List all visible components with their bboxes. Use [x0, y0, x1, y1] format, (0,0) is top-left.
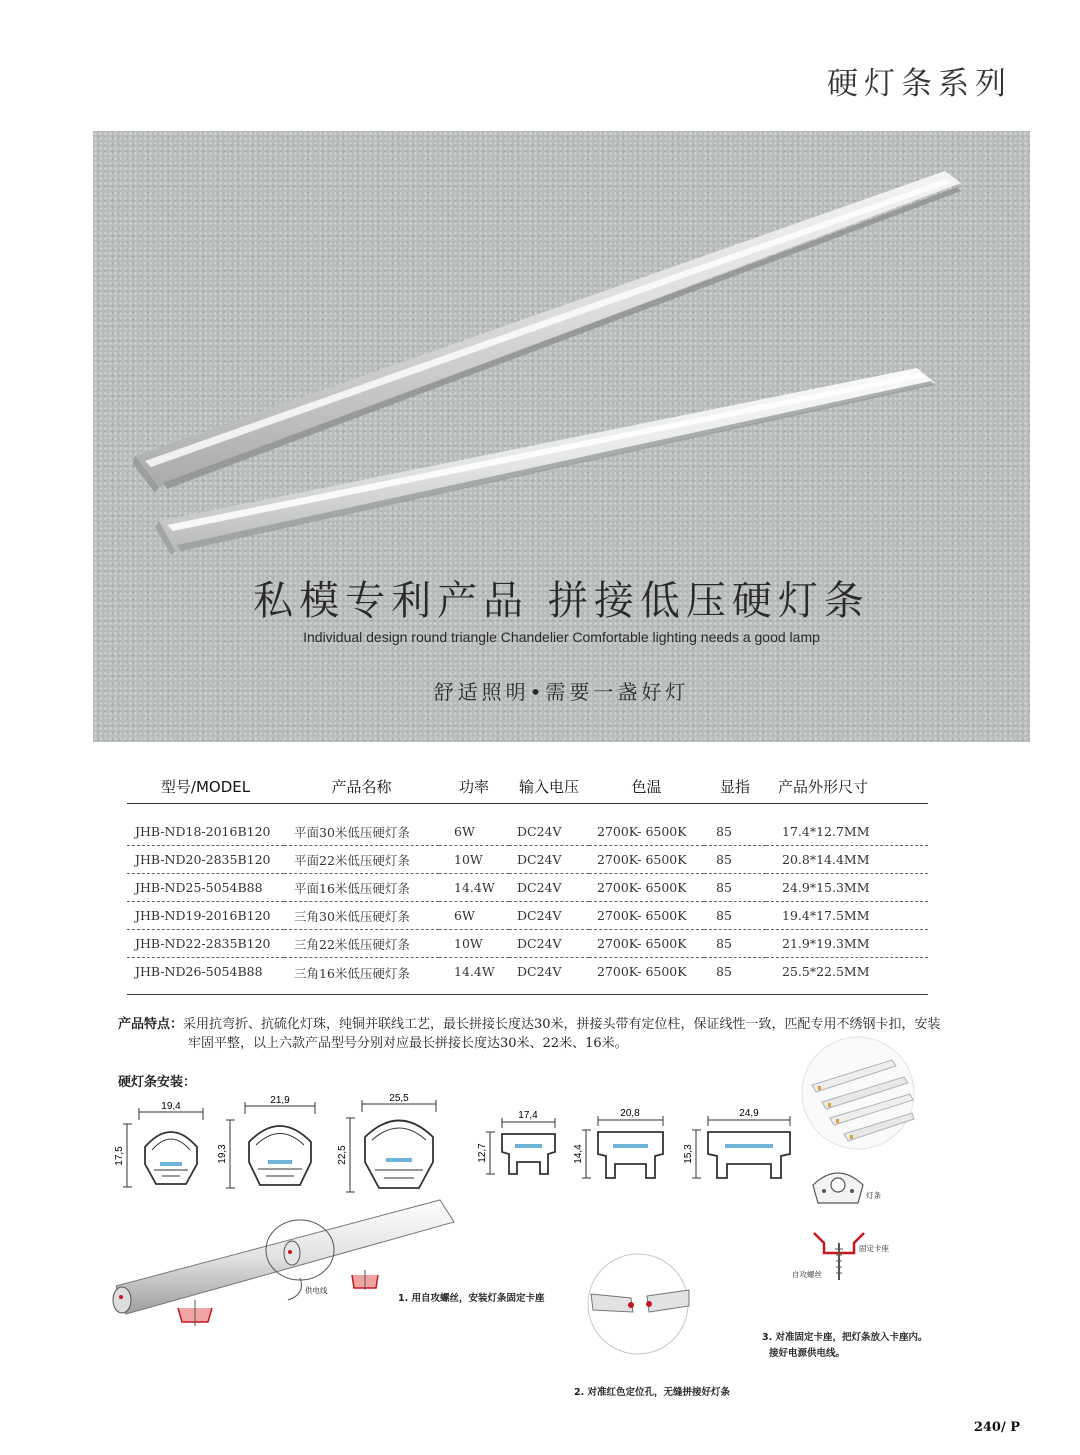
- table-cell: 2700K- 6500K: [589, 958, 704, 995]
- table-header-row: [127, 775, 928, 804]
- install-step-1: 1. 用自攻螺丝，安装灯条固定卡座: [398, 1293, 545, 1304]
- table-row: [127, 902, 928, 930]
- hero-subtitle-en: Individual design round triangle Chandelier Comfortable lighting needs a good lamp: [303, 629, 820, 645]
- features-label: 产品特点：: [118, 1017, 184, 1032]
- dim-height-1: 17,5: [114, 1146, 125, 1166]
- dim-width-1: 19,4: [161, 1101, 181, 1112]
- table-cell: 21.9*19.3MM: [766, 930, 928, 958]
- table-cell: 平面16米低压硬灯条: [284, 874, 439, 902]
- label-screw: 自攻螺丝: [792, 1270, 822, 1279]
- table-cell: 三角30米低压硬灯条: [284, 902, 439, 930]
- table-cell: 6W: [439, 818, 509, 846]
- table-cell: JHB-ND26-5054B88: [127, 958, 284, 995]
- table-cell: 24.9*15.3MM: [766, 874, 928, 902]
- spec-table: [127, 775, 928, 995]
- table-cell: 20.8*14.4MM: [766, 846, 928, 874]
- connector-closeup: [585, 1250, 695, 1360]
- table-header: 功率: [439, 775, 509, 804]
- table-header: 产品外形尺寸: [766, 775, 928, 804]
- profile-diagrams: [110, 1092, 810, 1202]
- table-cell: 10W: [439, 846, 509, 874]
- table-cell: DC24V: [509, 874, 589, 902]
- table-row: [127, 958, 928, 995]
- table-cell: 85: [704, 818, 766, 846]
- table-row: [127, 874, 928, 902]
- table-row: [127, 818, 928, 846]
- table-header: 色温: [589, 775, 704, 804]
- table-cell: DC24V: [509, 818, 589, 846]
- dim-width-2: 21,9: [270, 1095, 290, 1106]
- dim-height-4: 12,7: [477, 1143, 488, 1163]
- table-cell: JHB-ND18-2016B120: [127, 818, 284, 846]
- table-cell: 85: [704, 874, 766, 902]
- profile-triangle-1: [123, 1108, 203, 1187]
- table-row: [127, 930, 928, 958]
- strip-samples-illustration: [800, 1030, 920, 1160]
- table-cell: 85: [704, 930, 766, 958]
- table-cell: 85: [704, 846, 766, 874]
- table-cell: 25.5*22.5MM: [766, 958, 928, 995]
- table-cell: JHB-ND19-2016B120: [127, 902, 284, 930]
- dim-width-6: 24,9: [739, 1108, 759, 1119]
- hero-banner: [93, 131, 1030, 742]
- profile-triangle-2: [226, 1102, 315, 1188]
- dim-height-5: 14,4: [573, 1144, 584, 1164]
- label-power-cable: 供电线: [305, 1286, 328, 1295]
- hero-subtitle-cn: 舒适照明•需要一盏好灯: [433, 680, 690, 704]
- table-cell: 平面22米低压硬灯条: [284, 846, 439, 874]
- table-cell: 85: [704, 902, 766, 930]
- table-cell: 2700K- 6500K: [589, 846, 704, 874]
- table-cell: JHB-ND20-2835B120: [127, 846, 284, 874]
- profile-flat-1: [486, 1118, 555, 1174]
- table-header: 显指: [704, 775, 766, 804]
- table-cell: 14.4W: [439, 958, 509, 995]
- table-cell: JHB-ND22-2835B120: [127, 930, 284, 958]
- table-cell: 6W: [439, 902, 509, 930]
- table-cell: 平面30米低压硬灯条: [284, 818, 439, 846]
- table-cell: 17.4*12.7MM: [766, 818, 928, 846]
- profile-flat-2: [582, 1116, 663, 1178]
- table-cell: 三角22米低压硬灯条: [284, 930, 439, 958]
- clip-icon-2: [178, 1300, 212, 1326]
- led-bar-lower: [155, 368, 935, 555]
- dim-height-2: 19,3: [217, 1144, 228, 1164]
- features-line-1: 采用抗弯折、抗硫化灯珠，纯铜并联线工艺，最长拼接长度达30米，拼接头带有定位柱，保证线性一致，匹配专用不绣钢卡扣，安装: [183, 1017, 941, 1032]
- dim-width-3: 25,5: [389, 1093, 409, 1104]
- dim-height-3: 22,5: [337, 1145, 348, 1165]
- table-cell: 2700K- 6500K: [589, 818, 704, 846]
- table-cell: 2700K- 6500K: [589, 930, 704, 958]
- table-cell: DC24V: [509, 902, 589, 930]
- install-step-2: 2. 对准红色定位孔，无缝拼接好灯条: [574, 1387, 731, 1398]
- page-number: 240/ P: [973, 1420, 1020, 1435]
- table-row: [127, 846, 928, 874]
- table-cell: DC24V: [509, 958, 589, 995]
- table-header: 输入电压: [509, 775, 589, 804]
- table-cell: 三角16米低压硬灯条: [284, 958, 439, 995]
- install-step-3a: 3. 对准固定卡座，把灯条放入卡座内。: [762, 1332, 928, 1343]
- table-cell: DC24V: [509, 846, 589, 874]
- table-header: 产品名称: [284, 775, 439, 804]
- bar-assembly-illustration: [110, 1190, 470, 1330]
- dim-width-4: 17,4: [518, 1110, 538, 1121]
- install-title: 硬灯条安装：: [118, 1075, 197, 1090]
- table-cell: DC24V: [509, 930, 589, 958]
- dim-height-6: 15,3: [683, 1144, 694, 1164]
- label-mount: 固定卡座: [859, 1244, 889, 1253]
- install-step-3b: 接好电源供电线。: [769, 1348, 846, 1359]
- table-cell: 2700K- 6500K: [589, 902, 704, 930]
- table-cell: 10W: [439, 930, 509, 958]
- label-strip: 灯条: [866, 1191, 881, 1200]
- clip-mount-icon: [808, 1165, 868, 1215]
- table-cell: 14.4W: [439, 874, 509, 902]
- clip-icon-1: [352, 1270, 378, 1290]
- features-line-2: 牢固平整，以上六款产品型号分别对应最长拼接长度达30米、22米、16米。: [188, 1036, 628, 1051]
- table-cell: 19.4*17.5MM: [766, 902, 928, 930]
- product-photo: [93, 131, 1030, 742]
- table-cell: JHB-ND25-5054B88: [127, 874, 284, 902]
- table-header: 型号/MODEL: [127, 775, 284, 804]
- dim-width-5: 20,8: [620, 1108, 640, 1119]
- table-cell: 85: [704, 958, 766, 995]
- profile-flat-3: [692, 1116, 790, 1178]
- hero-headline: 私模专利产品 拼接低压硬灯条: [253, 578, 870, 624]
- series-title: 硬灯条系列: [827, 66, 1012, 102]
- profile-triangle-3: [346, 1100, 436, 1192]
- table-cell: 2700K- 6500K: [589, 874, 704, 902]
